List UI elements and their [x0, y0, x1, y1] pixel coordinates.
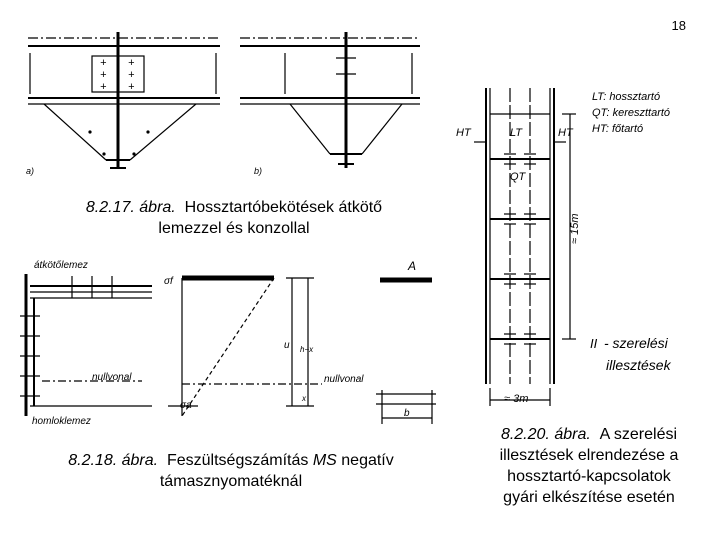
caption-8-2-17-text: Hossztartóbekötések átkötő: [184, 199, 383, 216]
legend-ht: HT: főtartó: [592, 123, 644, 135]
label-section-A: A: [408, 259, 417, 273]
caption-8-2-20-text: A szerelési: [599, 426, 678, 443]
caption-8-2-18: [36, 450, 426, 492]
svg-text:+: +: [128, 81, 135, 93]
drawing-label-a: a): [26, 166, 35, 176]
drawing-a: [28, 32, 220, 168]
caption-8-2-20-line2: illesztések elrendezése a: [499, 447, 679, 464]
svg-text:+: +: [128, 69, 135, 81]
label-splice-2: illesztések: [606, 357, 671, 373]
label-dim-long: ≈ 15m: [569, 213, 581, 244]
figure-8-2-20-drawing: [452, 84, 712, 418]
label-lt: LT: [510, 127, 523, 139]
drawing-b: [240, 32, 420, 168]
caption-8-2-17-number: 8.2.17. ábra.: [85, 199, 176, 216]
svg-text:+: +: [100, 81, 107, 93]
label-h-minus-x: h−x: [300, 345, 314, 354]
caption-8-2-18-line2: támasznyomatéknál: [159, 473, 303, 490]
stress-diagram: [168, 278, 322, 416]
caption-8-2-18-pre: Feszültségszámítás: [166, 452, 309, 469]
legend-qt: QT: kereszttartó: [592, 107, 671, 119]
caption-8-2-20: [470, 424, 708, 508]
caption-8-2-20-line4: gyári elkészítése esetén: [503, 489, 675, 506]
page-number: 18: [671, 18, 686, 33]
label-homloklemez: homloklemez: [32, 416, 91, 426]
svg-text:+: +: [100, 57, 107, 69]
section-drawing: [376, 280, 436, 424]
svg-text:+: +: [100, 69, 107, 81]
caption-8-2-20-line3: hossztartó-kapcsolatok: [507, 468, 671, 485]
label-ht-left: HT: [456, 127, 471, 139]
caption-8-2-17-line2: lemezzel és konzollal: [158, 220, 310, 237]
label-sigma-f: σf: [164, 276, 173, 287]
label-splice-1: - szerelési: [604, 335, 668, 351]
label-qt: QT: [510, 171, 526, 183]
legend-lt: LT: hossztartó: [592, 91, 661, 103]
caption-8-2-20-number: 8.2.20. ábra.: [500, 426, 591, 443]
connection-drawing: [20, 274, 152, 416]
label-u: u: [284, 340, 290, 351]
label-dim-short: ≈ 3m: [504, 393, 529, 405]
figure-8-2-17-drawing: [20, 28, 440, 180]
label-atkotolemez: átkötőlemez: [34, 260, 88, 271]
caption-8-2-17: [44, 197, 424, 239]
drawing-label-b: b): [254, 166, 263, 176]
label-sigma-a: σa: [180, 400, 192, 411]
caption-8-2-18-post: negatív: [341, 452, 394, 469]
label-ht-right: HT: [558, 127, 573, 139]
label-nullvonal-right: nullvonal: [324, 374, 364, 385]
label-ii: II: [590, 336, 598, 351]
label-nullvonal-left: nullvonal: [92, 372, 132, 383]
caption-8-2-18-ms: MS: [312, 452, 337, 469]
caption-8-2-18-number: 8.2.18. ábra.: [68, 452, 159, 469]
label-x: x: [302, 394, 306, 403]
svg-text:+: +: [128, 57, 135, 69]
label-width-b: b: [404, 408, 410, 419]
figure-8-2-18-drawing: [12, 256, 442, 426]
